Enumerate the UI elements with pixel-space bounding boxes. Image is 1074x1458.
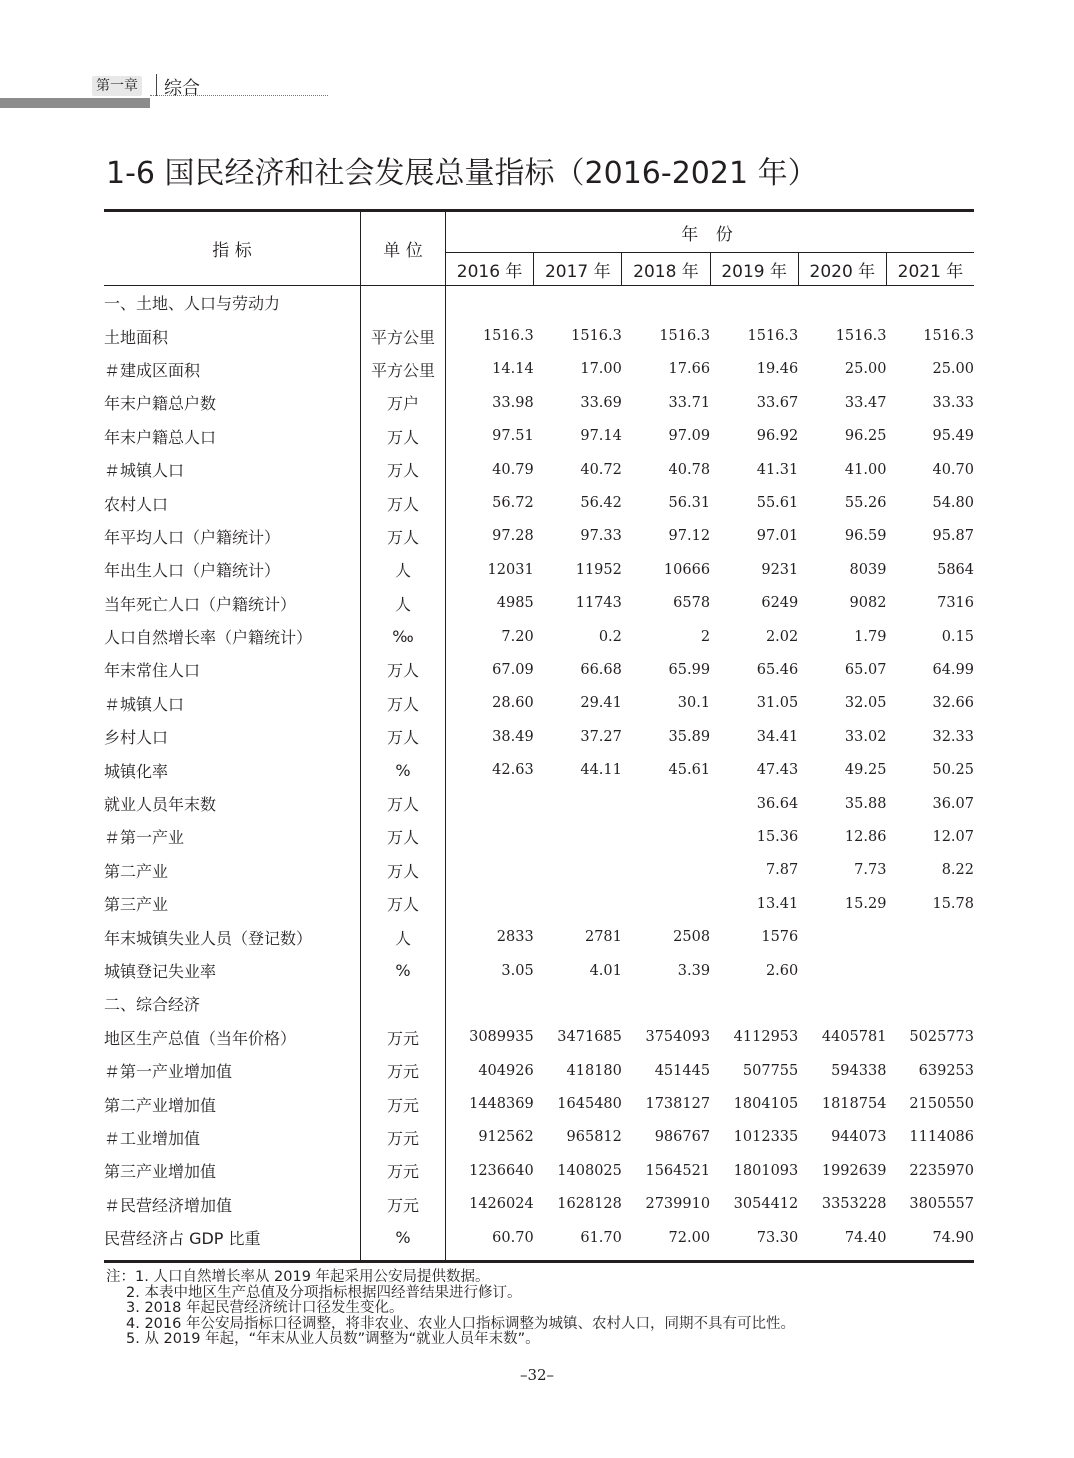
unit-cell: 万元	[361, 1054, 446, 1087]
value-cell	[710, 987, 798, 1020]
value-cell	[886, 920, 974, 953]
col-header-year: 2018 年	[622, 253, 710, 286]
indicator-name: ＃城镇人口	[104, 453, 361, 486]
unit-cell: %	[361, 1221, 446, 1262]
unit-cell: 人	[361, 553, 446, 586]
value-cell: 72.00	[622, 1221, 710, 1262]
value-cell: 97.51	[492, 428, 534, 445]
value-cell	[446, 987, 534, 1020]
value-cell: 97.01	[756, 528, 799, 545]
indicator-name: 第三产业	[104, 887, 361, 920]
value-cell: 1236640	[469, 1162, 534, 1179]
value-cell: 17.66	[668, 361, 711, 378]
value-cell: 507755	[742, 1062, 799, 1079]
value-cell: 594338	[831, 1062, 887, 1079]
value-cell: 45.61	[668, 762, 711, 779]
value-cell: 1426024	[469, 1196, 534, 1213]
value-cell: 31.05	[756, 695, 799, 712]
value-cell: 3471685	[557, 1029, 622, 1046]
table-row	[104, 420, 974, 453]
running-header	[0, 70, 330, 110]
table-row	[104, 319, 974, 352]
value-cell: 30.1	[677, 695, 711, 712]
unit-cell: %	[361, 753, 446, 786]
indicator-name: 第二产业增加值	[104, 1087, 361, 1120]
value-cell: 42.63	[492, 762, 534, 779]
table-row	[104, 1188, 974, 1221]
col-header-year: 2017 年	[534, 253, 622, 286]
value-cell: 73.30	[710, 1221, 798, 1262]
table-row	[104, 1221, 974, 1262]
value-cell: 404926	[478, 1062, 534, 1079]
value-cell: 33.98	[492, 394, 534, 411]
unit-cell: 万元	[361, 1087, 446, 1120]
unit-cell: 万户	[361, 386, 446, 419]
value-cell: 0.2	[598, 628, 622, 645]
value-cell: 4985	[496, 595, 534, 612]
indicator-name: 当年死亡人口（户籍统计）	[104, 587, 361, 620]
value-cell: 55.61	[756, 495, 799, 512]
header-bar	[0, 98, 150, 108]
indicator-name: 农村人口	[104, 486, 361, 519]
indicator-name: 年末户籍总户数	[104, 386, 361, 419]
value-cell: 2508	[673, 929, 711, 946]
table-row	[104, 954, 974, 987]
value-cell: 2150550	[909, 1096, 974, 1113]
value-cell: 1448369	[469, 1096, 534, 1113]
value-cell: 12.86	[844, 828, 887, 845]
value-cell: 33.69	[580, 394, 622, 411]
unit-cell: 万人	[361, 486, 446, 519]
value-cell: 36.64	[756, 795, 799, 812]
value-cell: 97.14	[580, 428, 622, 445]
table-body	[104, 286, 974, 1262]
value-cell	[798, 987, 886, 1020]
value-cell: 33.02	[844, 728, 887, 745]
table-row	[104, 353, 974, 386]
value-cell: 44.11	[580, 762, 622, 779]
value-cell	[622, 987, 710, 1020]
value-cell: 1516.3	[482, 328, 534, 345]
unit-cell: 万元	[361, 1188, 446, 1221]
table-row	[104, 854, 974, 887]
value-cell: 17.00	[580, 361, 622, 378]
table-row	[104, 687, 974, 720]
unit-cell: 万人	[361, 887, 446, 920]
value-cell	[886, 987, 974, 1020]
table-row	[104, 753, 974, 786]
footnote-line: 2. 本表中地区生产总值及分项指标根据四经普结果进行修订。	[126, 1284, 522, 1301]
value-cell: 54.80	[932, 495, 974, 512]
value-cell: 65.99	[668, 661, 711, 678]
footnote-line: 4. 2016 年公安局指标口径调整，将非农业、农业人口指标调整为城镇、农村人口，同期不具有可比性。	[126, 1315, 795, 1332]
value-cell: 8.22	[941, 862, 974, 879]
value-cell: 36.07	[932, 795, 974, 812]
value-cell: 32.33	[932, 728, 974, 745]
table-row	[104, 620, 974, 653]
value-cell	[798, 920, 886, 953]
value-cell: 3754093	[645, 1029, 711, 1046]
value-cell: 15.78	[932, 895, 974, 912]
table-row	[104, 386, 974, 419]
table-row	[104, 887, 974, 920]
value-cell	[534, 887, 622, 920]
unit-cell: 平方公里	[361, 353, 446, 386]
unit-cell: 人	[361, 587, 446, 620]
unit-cell: 万人	[361, 720, 446, 753]
value-cell: 14.14	[492, 361, 534, 378]
value-cell: 1516.3	[659, 328, 711, 345]
footnote-line: 5. 从 2019 年起，“年末从业人员数”调整为“就业人员年末数”。	[126, 1331, 540, 1347]
table-row	[104, 1087, 974, 1120]
indicator-name: 年末城镇失业人员（登记数）	[104, 920, 361, 953]
table-row	[104, 1054, 974, 1087]
value-cell: 97.33	[580, 528, 622, 545]
table-row	[104, 1021, 974, 1054]
value-cell: 986767	[654, 1129, 711, 1146]
value-cell: 1516.3	[835, 328, 887, 345]
value-cell: 61.70	[534, 1221, 622, 1262]
indicator-name: 民营经济占 GDP 比重	[104, 1221, 361, 1262]
table-row	[104, 720, 974, 753]
value-cell: 19.46	[756, 361, 799, 378]
footnotes	[106, 1270, 795, 1348]
value-cell	[886, 954, 974, 987]
value-cell	[534, 820, 622, 853]
value-cell: 34.41	[756, 728, 799, 745]
value-cell: 2	[700, 628, 711, 645]
value-cell	[534, 787, 622, 820]
value-cell: 1516.3	[747, 328, 799, 345]
value-cell	[622, 787, 710, 820]
indicator-name: 第三产业增加值	[104, 1154, 361, 1187]
value-cell: 56.31	[668, 495, 711, 512]
value-cell	[534, 987, 622, 1020]
unit-cell: 万人	[361, 520, 446, 553]
unit-cell: %	[361, 954, 446, 987]
value-cell: 74.40	[798, 1221, 886, 1262]
col-header-year: 2020 年	[798, 253, 886, 286]
indicator-name: 就业人员年末数	[104, 787, 361, 820]
value-cell: 35.89	[668, 728, 711, 745]
value-cell: 40.70	[932, 461, 974, 478]
col-header-year: 2016 年	[446, 253, 534, 286]
indicator-name: 土地面积	[104, 319, 361, 352]
col-header-unit: 单 位	[361, 211, 446, 286]
value-cell: 1516.3	[571, 328, 622, 345]
value-cell: 2781	[584, 929, 622, 946]
table-row	[104, 587, 974, 620]
indicator-name: ＃工业增加值	[104, 1121, 361, 1154]
value-cell: 25.00	[932, 361, 974, 378]
unit-cell: 平方公里	[361, 319, 446, 352]
value-cell: 13.41	[756, 895, 799, 912]
value-cell: 2235970	[909, 1162, 974, 1179]
value-cell: 28.60	[492, 695, 534, 712]
unit-cell: 万人	[361, 787, 446, 820]
value-cell: 67.09	[492, 661, 534, 678]
value-cell: 12.07	[932, 828, 974, 845]
value-cell: 10666	[663, 561, 711, 578]
unit-cell: ‰	[361, 620, 446, 653]
value-cell	[886, 286, 974, 320]
value-cell	[622, 854, 710, 887]
unit-cell: 人	[361, 920, 446, 953]
value-cell	[446, 887, 534, 920]
value-cell: 41.31	[756, 461, 799, 478]
indicator-name: ＃第一产业增加值	[104, 1054, 361, 1087]
table-row	[104, 820, 974, 853]
value-cell: 55.26	[844, 495, 887, 512]
value-cell: 96.92	[756, 428, 799, 445]
unit-cell: 万人	[361, 687, 446, 720]
col-header-years: 年 份	[446, 211, 975, 253]
value-cell: 2739910	[645, 1196, 711, 1213]
value-cell: 2833	[496, 929, 534, 946]
value-cell: 8039	[849, 561, 887, 578]
statistics-table	[104, 209, 974, 1263]
value-cell: 3.39	[677, 962, 711, 979]
indicator-name: ＃第一产业	[104, 820, 361, 853]
value-cell: 40.79	[492, 461, 534, 478]
value-cell: 1408025	[557, 1162, 622, 1179]
value-cell: 29.41	[580, 695, 622, 712]
value-cell: 56.42	[580, 495, 622, 512]
value-cell: 15.36	[756, 828, 799, 845]
value-cell: 74.90	[886, 1221, 974, 1262]
value-cell	[446, 820, 534, 853]
value-cell: 32.05	[844, 695, 887, 712]
col-header-indicator: 指 标	[104, 211, 361, 286]
indicator-name: 年平均人口（户籍统计）	[104, 520, 361, 553]
value-cell: 37.27	[580, 728, 622, 745]
indicator-name: 一、土地、人口与劳动力	[104, 286, 361, 320]
unit-cell: 万元	[361, 1154, 446, 1187]
value-cell: 1.79	[854, 628, 887, 645]
value-cell: 5025773	[909, 1029, 974, 1046]
value-cell: 3089935	[469, 1029, 534, 1046]
indicator-name: ＃城镇人口	[104, 687, 361, 720]
value-cell: 9082	[849, 595, 887, 612]
value-cell: 4.01	[589, 962, 622, 979]
value-cell: 32.66	[932, 695, 974, 712]
table-row	[104, 553, 974, 586]
header-separator	[156, 74, 157, 96]
value-cell	[798, 286, 886, 320]
value-cell: 7.73	[854, 862, 887, 879]
value-cell: 33.33	[932, 394, 974, 411]
value-cell: 4405781	[821, 1029, 887, 1046]
value-cell	[446, 286, 534, 320]
value-cell: 451445	[654, 1062, 711, 1079]
value-cell: 40.78	[668, 461, 711, 478]
value-cell: 64.99	[932, 661, 974, 678]
value-cell: 639253	[918, 1062, 974, 1079]
unit-cell	[361, 987, 446, 1020]
unit-cell: 万人	[361, 653, 446, 686]
value-cell: 912562	[478, 1129, 534, 1146]
chapter-name: 综合	[164, 78, 200, 99]
value-cell: 97.12	[668, 528, 711, 545]
value-cell	[446, 854, 534, 887]
value-cell: 9231	[761, 561, 799, 578]
value-cell: 1576	[761, 929, 799, 946]
unit-cell: 万人	[361, 820, 446, 853]
value-cell: 1564521	[645, 1162, 711, 1179]
table-row	[104, 286, 974, 320]
value-cell: 33.71	[668, 394, 711, 411]
page-title: 1-6 国民经济和社会发展总量指标（2016-2021 年）	[106, 156, 818, 191]
value-cell: 1818754	[821, 1096, 887, 1113]
footnote-line: 注：1. 人口自然增长率从 2019 年起采用公安局提供数据。	[106, 1269, 490, 1285]
col-header-year: 2021 年	[886, 253, 974, 286]
page-number: –32–	[519, 1366, 555, 1384]
value-cell: 2.60	[765, 962, 799, 979]
table-row	[104, 653, 974, 686]
value-cell: 35.88	[844, 795, 887, 812]
indicator-name: 年出生人口（户籍统计）	[104, 553, 361, 586]
indicator-name: 人口自然增长率（户籍统计）	[104, 620, 361, 653]
value-cell	[710, 286, 798, 320]
unit-cell: 万元	[361, 1021, 446, 1054]
value-cell: 56.72	[492, 495, 534, 512]
indicator-name: 乡村人口	[104, 720, 361, 753]
value-cell: 60.70	[446, 1221, 534, 1262]
value-cell: 1516.3	[923, 328, 974, 345]
value-cell: 3.05	[501, 962, 534, 979]
indicator-name: 第二产业	[104, 854, 361, 887]
table-row	[104, 453, 974, 486]
value-cell: 96.59	[844, 528, 887, 545]
indicator-name: ＃民营经济增加值	[104, 1188, 361, 1221]
value-cell: 944073	[831, 1129, 887, 1146]
table-row	[104, 1121, 974, 1154]
value-cell: 95.87	[932, 528, 974, 545]
indicator-name: 二、综合经济	[104, 987, 361, 1020]
value-cell: 1804105	[733, 1096, 799, 1113]
value-cell: 38.49	[492, 728, 534, 745]
value-cell: 6249	[761, 595, 799, 612]
value-cell	[622, 820, 710, 853]
value-cell: 40.72	[580, 461, 622, 478]
value-cell: 12031	[487, 561, 534, 578]
value-cell: 41.00	[844, 461, 887, 478]
unit-cell	[361, 286, 446, 320]
value-cell: 7.20	[501, 628, 534, 645]
value-cell: 66.68	[580, 661, 622, 678]
value-cell: 1992639	[821, 1162, 887, 1179]
table-row	[104, 920, 974, 953]
value-cell: 25.00	[844, 361, 887, 378]
table-row	[104, 1154, 974, 1187]
indicator-name: 城镇化率	[104, 753, 361, 786]
value-cell: 3054412	[733, 1196, 799, 1213]
value-cell: 50.25	[932, 762, 974, 779]
unit-cell: 万人	[361, 453, 446, 486]
value-cell: 1738127	[645, 1096, 711, 1113]
value-cell: 7316	[937, 595, 974, 612]
indicator-name: 地区生产总值（当年价格）	[104, 1021, 361, 1054]
value-cell: 33.47	[844, 394, 887, 411]
value-cell	[446, 787, 534, 820]
value-cell: 65.07	[844, 661, 887, 678]
value-cell: 47.43	[756, 762, 799, 779]
table-row	[104, 486, 974, 519]
value-cell: 95.49	[932, 428, 974, 445]
value-cell: 3353228	[821, 1196, 887, 1213]
value-cell: 4112953	[733, 1029, 799, 1046]
value-cell: 2.02	[765, 628, 799, 645]
value-cell: 15.29	[844, 895, 887, 912]
indicator-name: 城镇登记失业率	[104, 954, 361, 987]
table-row	[104, 520, 974, 553]
value-cell: 5864	[937, 561, 974, 578]
value-cell: 97.28	[492, 528, 534, 545]
value-cell: 418180	[566, 1062, 622, 1079]
table-row	[104, 987, 974, 1020]
col-header-year: 2019 年	[710, 253, 798, 286]
value-cell: 0.15	[941, 628, 974, 645]
indicator-name: 年末户籍总人口	[104, 420, 361, 453]
value-cell: 7.87	[765, 862, 799, 879]
footnote-line: 3. 2018 年起民营经济统计口径发生变化。	[126, 1300, 404, 1316]
value-cell: 1801093	[733, 1162, 799, 1179]
indicator-name: 年末常住人口	[104, 653, 361, 686]
value-cell	[534, 286, 622, 320]
value-cell: 1012335	[733, 1129, 799, 1146]
value-cell: 11743	[575, 595, 622, 612]
value-cell: 49.25	[844, 762, 887, 779]
unit-cell: 万人	[361, 420, 446, 453]
indicator-name: ＃建成区面积	[104, 353, 361, 386]
unit-cell: 万人	[361, 854, 446, 887]
value-cell	[534, 854, 622, 887]
value-cell: 97.09	[668, 428, 711, 445]
value-cell	[622, 887, 710, 920]
value-cell: 96.25	[844, 428, 887, 445]
value-cell: 65.46	[756, 661, 799, 678]
value-cell	[622, 286, 710, 320]
value-cell: 1628128	[557, 1196, 622, 1213]
value-cell: 11952	[575, 561, 622, 578]
table-row	[104, 787, 974, 820]
value-cell: 1645480	[557, 1096, 622, 1113]
value-cell: 965812	[566, 1129, 622, 1146]
value-cell: 3805557	[909, 1196, 974, 1213]
unit-cell: 万元	[361, 1121, 446, 1154]
value-cell: 6578	[673, 595, 711, 612]
chapter-badge: 第一章	[92, 76, 142, 96]
value-cell: 33.67	[756, 394, 799, 411]
value-cell	[798, 954, 886, 987]
value-cell: 1114086	[909, 1129, 974, 1146]
